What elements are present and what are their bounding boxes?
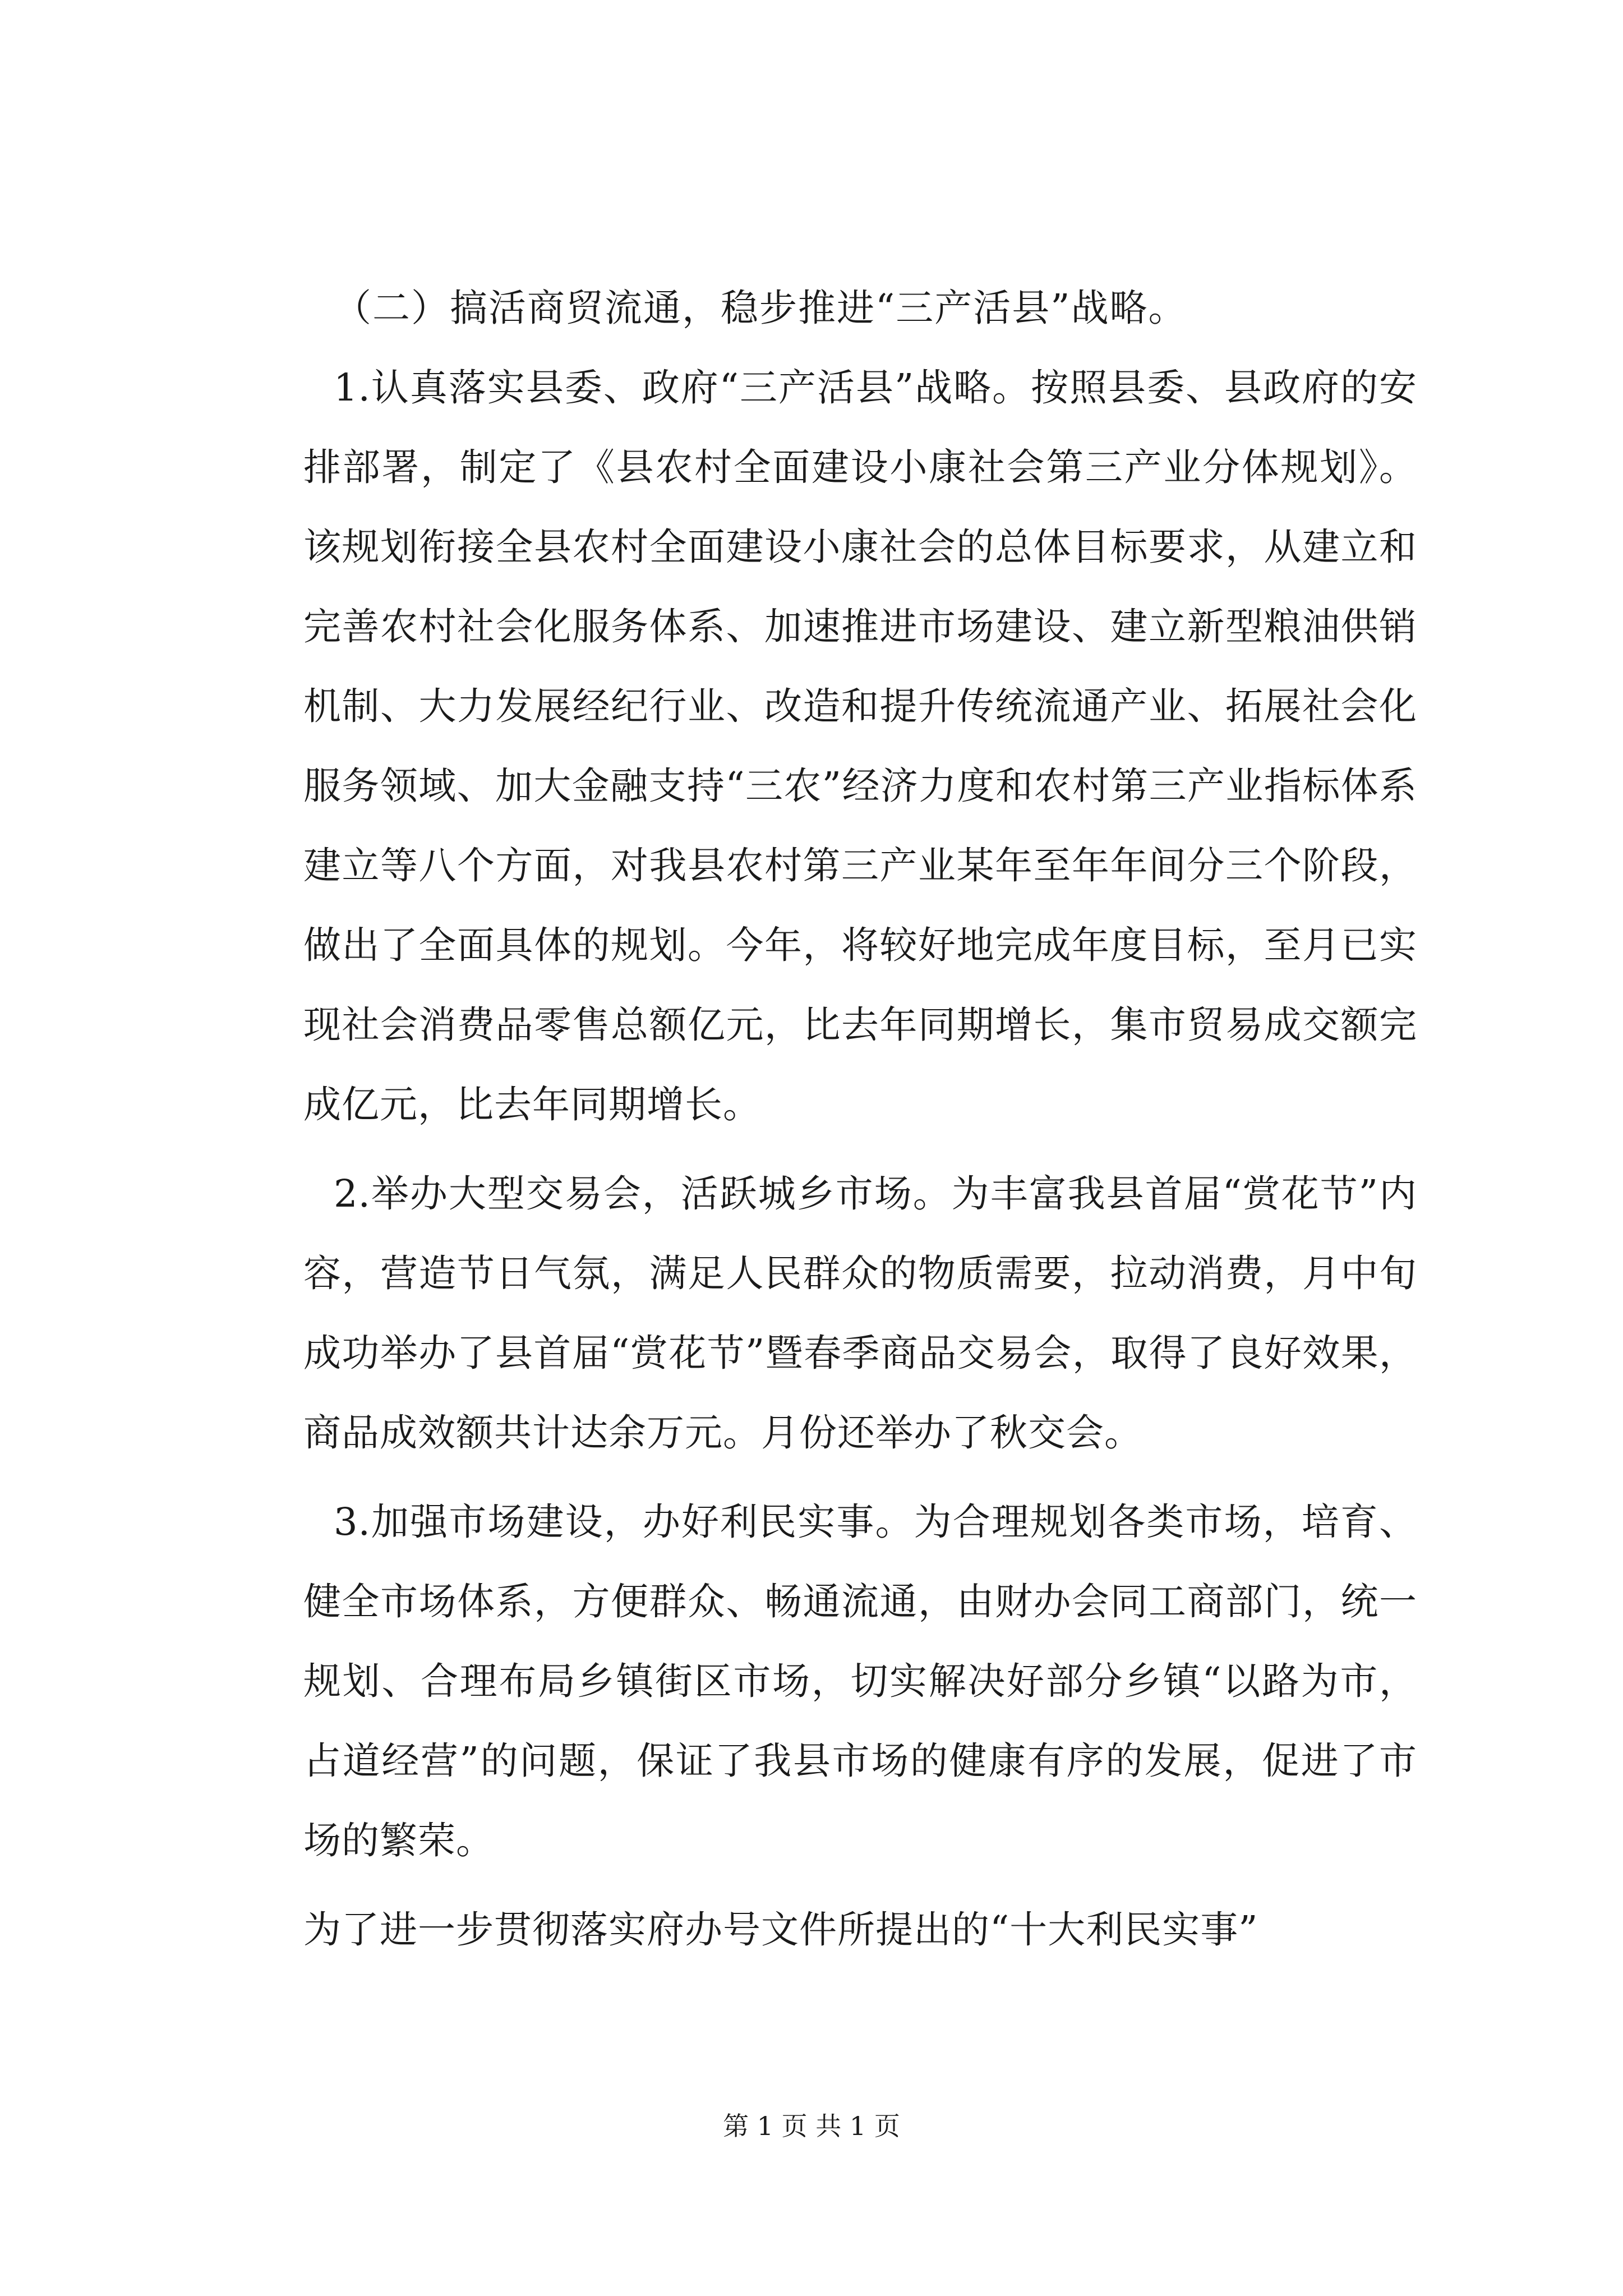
section-heading: （二）搞活商贸流通，稳步推进“三产活县”战略。 [334, 286, 1187, 330]
document-body [303, 268, 1417, 1979]
paragraph-2: 2.举办大型交易会，活跃城乡市场。为丰富我县首届“赏花节”内容，营造节日气氛，满足人民群众的物质需要，拉动消费，月中旬成功举办了县首届“赏花节”暨春季商品交易会，取得了良好效果，商品成效额共计达余万元。月份还举办了秋交会。 [303, 1172, 1417, 1455]
paragraph-1: 1.认真落实县委、政府“三产活县”战略。按照县委、县政府的安排部署，制定了《县农村全面建设小康社会第三产业分体规划》。该规划衔接全县农村全面建设小康社会的总体目标要求，从建立和完善农村社会化服务体系、加速推进市场建设、建立新型粮油供销机制、大力发展经纪行业、改造和提升传统流通产业、拓展社会化服务领域、加大金融支持“三农”经济力度和农村第三产业指标体系建立等八个方面，对我县农村第三产业某年至年年间分三个阶段，做出了全面具体的规划。今年，将较好地完成年度目标，至月已实现社会消费品零售总额亿元，比去年同期增长，集市贸易成交额完成亿元，比去年同期增长。 [303, 366, 1417, 1126]
paragraph-3: 3.加强市场建设，办好利民实事。为合理规划各类市场，培育、健全市场体系，方便群众、畅通流通，由财办会同工商部门，统一规划、合理布局乡镇街区市场，切实解决好部分乡镇“以路为市，占道经营”的问题，保证了我县市场的健康有序的发展，促进了市场的繁荣。 [303, 1500, 1417, 1862]
paragraph-4-first-line: 为了进一步贯彻落实府办号文件所提出的“十大利民实事” [303, 1908, 1258, 1952]
page-footer: 第 1 页 共 1 页 [723, 2111, 900, 2141]
